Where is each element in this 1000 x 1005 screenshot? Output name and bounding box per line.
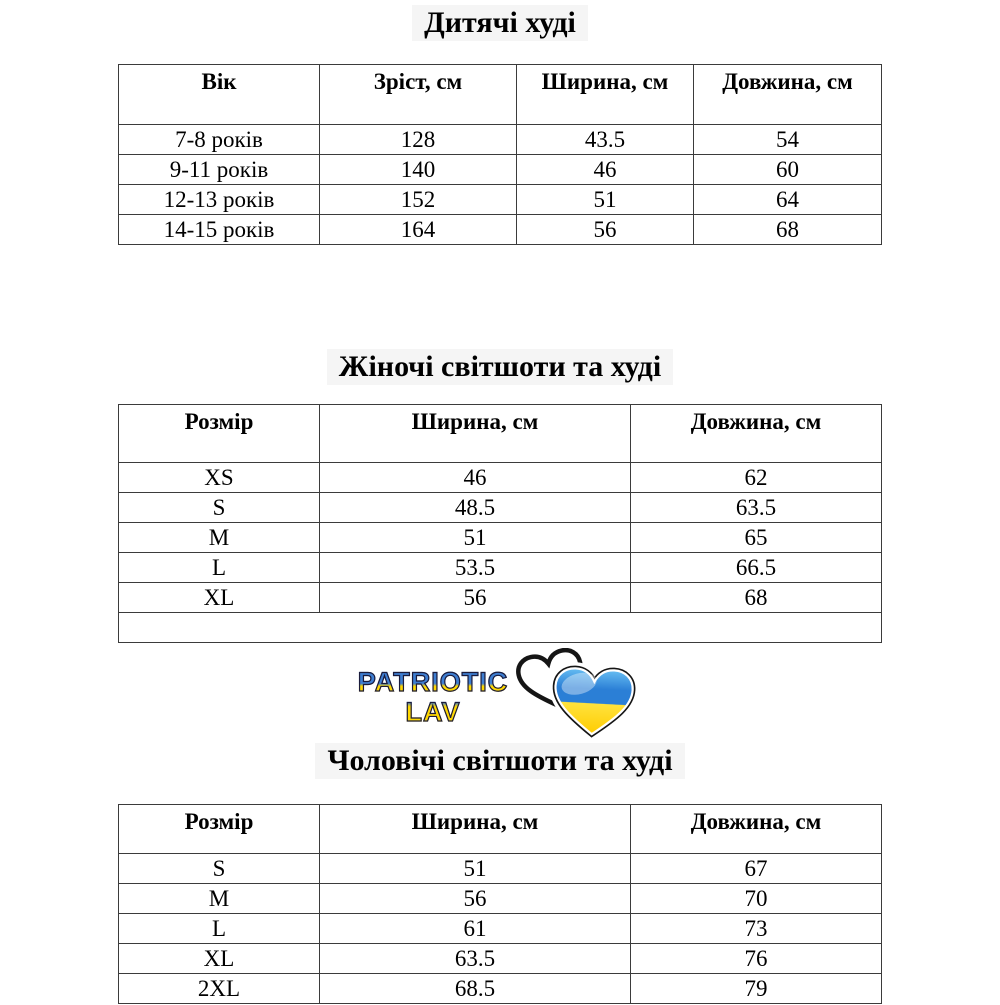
men-table-title: Чоловічі світшоти та худі — [315, 743, 684, 779]
table-row — [119, 185, 882, 215]
table-cell: 63.5 — [631, 493, 882, 523]
column-header: Довжина, см — [631, 405, 882, 463]
table-cell: M — [119, 523, 320, 553]
kids-table-title: Дитячі худі — [412, 5, 588, 41]
hearts-logo-icon — [510, 648, 642, 748]
table-cell: 56 — [320, 884, 631, 914]
table-cell: 60 — [694, 155, 882, 185]
brand-logo — [0, 649, 1000, 749]
men-section-title-row — [0, 743, 1000, 779]
table-cell: 66.5 — [631, 553, 882, 583]
table-cell: 7-8 років — [119, 125, 320, 155]
header-row — [119, 65, 882, 125]
table-cell: 53.5 — [320, 553, 631, 583]
table-cell: 67 — [631, 854, 882, 884]
table-row — [119, 125, 882, 155]
table-row — [119, 884, 882, 914]
table-cell: 51 — [320, 523, 631, 553]
table-cell: XL — [119, 944, 320, 974]
table-cell: L — [119, 914, 320, 944]
column-header: Розмір — [119, 805, 320, 854]
table-row — [119, 974, 882, 1004]
column-header: Зріст, см — [320, 65, 517, 125]
women-table-body — [119, 463, 882, 643]
table-row — [119, 155, 882, 185]
table-cell: 64 — [694, 185, 882, 215]
brand-name-line1: PATRIOTIC — [357, 667, 509, 697]
table-cell: 54 — [694, 125, 882, 155]
table-cell — [320, 613, 631, 643]
flag-heart-icon — [553, 667, 634, 736]
table-cell: 51 — [517, 185, 694, 215]
table-cell: 46 — [320, 463, 631, 493]
table-row — [119, 553, 882, 583]
table-cell: 12-13 років — [119, 185, 320, 215]
table-row — [119, 583, 882, 613]
table-cell: S — [119, 854, 320, 884]
table-cell: 56 — [320, 583, 631, 613]
table-cell: 51 — [320, 854, 631, 884]
table-cell: 79 — [631, 974, 882, 1004]
table-cell: 48.5 — [320, 493, 631, 523]
table-cell: 68 — [631, 583, 882, 613]
table-cell: 76 — [631, 944, 882, 974]
table-cell: 68 — [694, 215, 882, 245]
table-cell: 46 — [517, 155, 694, 185]
kids-section-title-row — [0, 5, 1000, 41]
header-row — [119, 805, 882, 854]
table-cell: 63.5 — [320, 944, 631, 974]
table-cell: 164 — [320, 215, 517, 245]
table-row — [119, 493, 882, 523]
table-row — [119, 914, 882, 944]
table-cell: 2XL — [119, 974, 320, 1004]
women-table-header — [119, 405, 882, 463]
table-cell: 152 — [320, 185, 517, 215]
table-cell: L — [119, 553, 320, 583]
table-cell: 140 — [320, 155, 517, 185]
column-header: Ширина, см — [320, 405, 631, 463]
table-row — [119, 944, 882, 974]
men-table-header — [119, 805, 882, 854]
men-table-body — [119, 854, 882, 1004]
table-cell: XL — [119, 583, 320, 613]
table-cell: 14-15 років — [119, 215, 320, 245]
table-cell: XS — [119, 463, 320, 493]
men-size-table — [118, 804, 882, 1004]
column-header: Вік — [119, 65, 320, 125]
table-cell: M — [119, 884, 320, 914]
table-cell: 73 — [631, 914, 882, 944]
table-cell: 65 — [631, 523, 882, 553]
kids-table-body — [119, 125, 882, 245]
kids-size-table — [118, 64, 882, 245]
column-header: Розмір — [119, 405, 320, 463]
column-header: Довжина, см — [694, 65, 882, 125]
brand-logo-text — [358, 667, 509, 727]
brand-name-line2: LAV — [358, 697, 509, 727]
column-header: Ширина, см — [517, 65, 694, 125]
table-cell: 128 — [320, 125, 517, 155]
table-row — [119, 463, 882, 493]
table-cell: 70 — [631, 884, 882, 914]
women-table-title: Жіночі світшоти та худі — [327, 349, 673, 385]
kids-table-header — [119, 65, 882, 125]
table-row — [119, 523, 882, 553]
table-cell: 9-11 років — [119, 155, 320, 185]
table-cell: 62 — [631, 463, 882, 493]
table-cell — [119, 613, 320, 643]
table-cell: S — [119, 493, 320, 523]
women-size-table — [118, 404, 882, 643]
women-section-title-row — [0, 349, 1000, 385]
table-row — [119, 215, 882, 245]
table-cell: 43.5 — [517, 125, 694, 155]
table-cell: 68.5 — [320, 974, 631, 1004]
column-header: Ширина, см — [320, 805, 631, 854]
table-cell: 56 — [517, 215, 694, 245]
table-row — [119, 613, 882, 643]
column-header: Довжина, см — [631, 805, 882, 854]
table-cell — [631, 613, 882, 643]
header-row — [119, 405, 882, 463]
table-cell: 61 — [320, 914, 631, 944]
table-row — [119, 854, 882, 884]
